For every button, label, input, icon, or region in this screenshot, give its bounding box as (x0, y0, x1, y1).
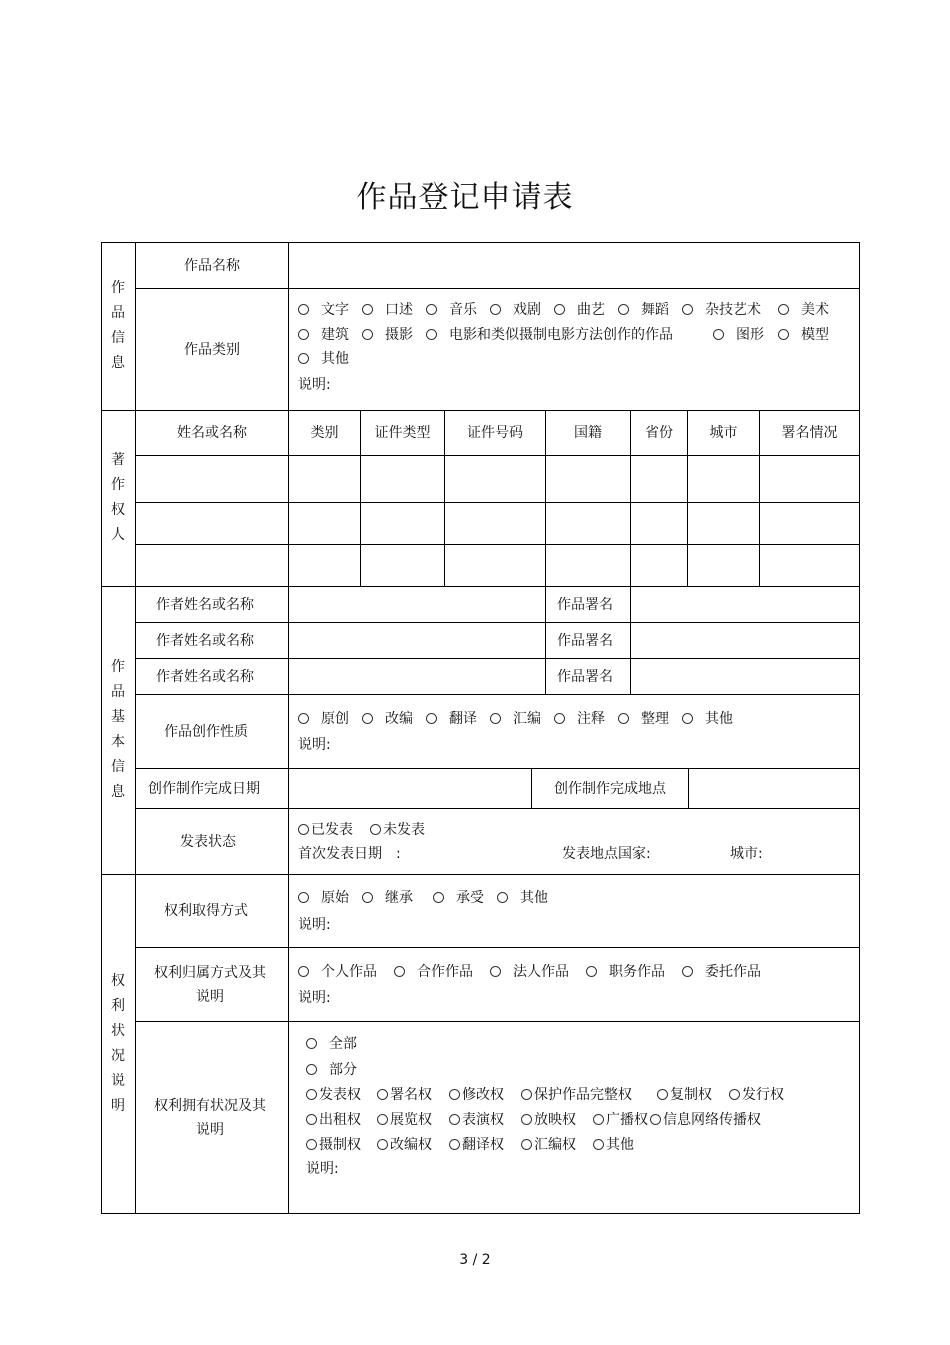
author-name-label-3: 作者姓名或名称 (156, 668, 254, 685)
publish-city-label: 城市: (730, 846, 763, 862)
radio-icon (713, 329, 724, 340)
radio-icon (426, 304, 437, 315)
option-rights-r3-1[interactable]: 改编权 (377, 1137, 432, 1153)
radio-icon (682, 966, 693, 977)
radio-icon (377, 1139, 388, 1150)
option-cat-row1-3[interactable]: 戏剧 (490, 302, 541, 318)
option-cat-row1-0[interactable]: 文字 (298, 302, 349, 318)
completion-date-label: 创作制作完成日期 (148, 780, 260, 797)
radio-icon (298, 966, 309, 977)
signature-label-3: 作品署名 (557, 668, 613, 685)
author-name-label-1: 作者姓名或名称 (156, 596, 254, 613)
option-rights-r2-1[interactable]: 展览权 (377, 1112, 432, 1128)
option-nature-row-6[interactable]: 其他 (682, 711, 733, 727)
option-rights-r2-2[interactable]: 表演权 (449, 1112, 504, 1128)
option-nature-row-0[interactable]: 原创 (298, 711, 349, 727)
creation-nature-explain[interactable]: 说明: (298, 737, 331, 753)
option-cat-row1-1[interactable]: 口述 (362, 302, 413, 318)
option-nature-row-3[interactable]: 汇编 (490, 711, 541, 727)
radio-icon (618, 713, 629, 724)
radio-icon (554, 713, 565, 724)
section-label-work-info: 作 品 信 息 (111, 280, 125, 371)
option-cat-row2-4[interactable]: 模型 (778, 327, 829, 343)
option-cat-row1-6[interactable]: 杂技艺术 (682, 302, 761, 318)
form-title: 作品登记申请表 (356, 180, 574, 215)
radio-icon (586, 966, 597, 977)
work-category-label: 作品类别 (184, 341, 240, 358)
radio-icon (682, 304, 693, 315)
radio-icon (497, 892, 508, 903)
radio-icon (521, 1089, 532, 1100)
option-rights-r1-4[interactable]: 复制权 (657, 1087, 712, 1103)
option-cat-row1-2[interactable]: 音乐 (426, 302, 477, 318)
rights-holder-col-header: 类别 (310, 425, 339, 441)
work-category-explain[interactable]: 说明: (298, 377, 331, 393)
radio-icon (298, 824, 309, 835)
radio-icon (298, 353, 309, 364)
first-publish-date-label: 首次发表日期 : (298, 846, 401, 862)
option-rights-r1-3[interactable]: 保护作品完整权 (521, 1087, 632, 1103)
radio-icon (778, 329, 789, 340)
signature-label-2: 作品署名 (557, 632, 613, 649)
option-nature-row-1[interactable]: 改编 (362, 711, 413, 727)
radio-icon (377, 1089, 388, 1100)
rights-belong-label: 权利归属方式及其 说明 (154, 964, 266, 1005)
rights-own-label: 权利拥有状况及其 说明 (154, 1098, 266, 1138)
rights-holder-col-header: 城市 (709, 425, 738, 441)
option-rights-r3-3[interactable]: 汇编权 (521, 1137, 576, 1153)
radio-icon (449, 1139, 460, 1150)
option-cat-row2-2[interactable]: 电影和类似摄制电影方法创作的作品 (426, 327, 673, 343)
rights-holder-col-header: 证件类型 (374, 425, 431, 441)
radio-icon (298, 304, 309, 315)
radio-icon (362, 892, 373, 903)
creation-nature-label: 作品创作性质 (164, 723, 248, 740)
published-option[interactable]: 已发表 (298, 822, 353, 838)
section-label-basic-info: 作 品 基 本 信 息 (111, 659, 125, 800)
radio-icon (426, 713, 437, 724)
rights-holder-col-header: 署名情况 (781, 425, 838, 441)
radio-icon (593, 1114, 604, 1125)
radio-icon (778, 304, 789, 315)
option-acquire-row-2[interactable]: 承受 (433, 890, 484, 906)
radio-icon (490, 304, 501, 315)
radio-icon (306, 1114, 317, 1125)
option-nature-row-2[interactable]: 翻译 (426, 711, 477, 727)
radio-icon (729, 1089, 740, 1100)
option-acquire-row-3[interactable]: 其他 (497, 890, 548, 906)
radio-icon (618, 304, 629, 315)
rights-holder-col-header: 国籍 (574, 425, 602, 441)
option-rights-r2-5[interactable]: 信息网络传播权 (650, 1112, 761, 1128)
page-number: 3 / 2 (459, 1252, 491, 1268)
radio-icon (657, 1089, 668, 1100)
publish-status-label: 发表状态 (180, 833, 236, 850)
radio-icon (377, 1114, 388, 1125)
author-name-label-2: 作者姓名或名称 (156, 632, 254, 649)
radio-icon (554, 304, 565, 315)
option-belong-row-3[interactable]: 职务作品 (586, 964, 665, 980)
radio-icon (521, 1114, 532, 1125)
option-cat-row1-5[interactable]: 舞蹈 (618, 302, 669, 318)
rights-holder-col-header: 姓名或名称 (177, 425, 247, 441)
radio-icon (426, 329, 437, 340)
work-name-field[interactable] (289, 243, 859, 288)
option-belong-row-0[interactable]: 个人作品 (298, 964, 377, 980)
option-cat-row2-1[interactable]: 摄影 (362, 327, 413, 343)
option-nature-row-5[interactable]: 整理 (618, 711, 669, 727)
option-acquire-row-0[interactable]: 原始 (298, 890, 349, 906)
rights-acquire-label: 权利取得方式 (164, 903, 248, 919)
option-rights-r1-5[interactable]: 发行权 (729, 1087, 784, 1103)
option-belong-row-1[interactable]: 合作作品 (394, 964, 473, 980)
radio-icon (298, 713, 309, 724)
option-rights-r2-4[interactable]: 广播权 (593, 1112, 648, 1128)
rights-own-explain[interactable]: 说明: (306, 1161, 339, 1177)
radio-icon (593, 1139, 604, 1150)
radio-icon (362, 329, 373, 340)
radio-icon (306, 1139, 317, 1150)
rights-acquire-explain[interactable]: 说明: (298, 917, 331, 933)
option-scope-opts-1[interactable]: 部分 (306, 1062, 357, 1078)
radio-icon (306, 1089, 317, 1100)
radio-icon (362, 304, 373, 315)
rights-holder-col-header: 省份 (645, 425, 673, 441)
option-cat-row1-7[interactable]: 美术 (778, 302, 829, 318)
option-nature-row-4[interactable]: 注释 (554, 711, 605, 727)
radio-icon (370, 824, 381, 835)
radio-icon (306, 1064, 317, 1075)
option-rights-r2-3[interactable]: 放映权 (521, 1112, 576, 1128)
option-rights-r3-2[interactable]: 翻译权 (449, 1137, 504, 1153)
option-belong-row-2[interactable]: 法人作品 (490, 964, 569, 980)
section-label-rights-holder: 著 作 权 人 (111, 452, 125, 543)
publish-country-label: 发表地点国家: (562, 846, 651, 862)
section-label-rights-status: 权 利 状 况 说 明 (111, 973, 125, 1114)
option-rights-r2-0[interactable]: 出租权 (306, 1112, 361, 1128)
option-rights-r1-1[interactable]: 署名权 (377, 1087, 432, 1103)
option-rights-r3-0[interactable]: 摄制权 (306, 1137, 361, 1153)
option-rights-r3-4[interactable]: 其他 (593, 1137, 634, 1153)
option-acquire-row-1[interactable]: 继承 (362, 890, 413, 906)
option-cat-row3-0[interactable]: 其他 (298, 351, 349, 367)
radio-icon (394, 966, 405, 977)
unpublished-option[interactable]: 未发表 (370, 822, 425, 838)
radio-icon (490, 713, 501, 724)
radio-icon (306, 1038, 317, 1049)
completion-place-label: 创作制作完成地点 (554, 780, 666, 797)
option-rights-r1-0[interactable]: 发表权 (306, 1087, 361, 1103)
work-name-label: 作品名称 (184, 257, 240, 274)
radio-icon (362, 713, 373, 724)
radio-icon (298, 892, 309, 903)
signature-label-1: 作品署名 (557, 596, 613, 613)
option-cat-row1-4[interactable]: 曲艺 (554, 302, 605, 318)
radio-icon (490, 966, 501, 977)
rights-belong-explain[interactable]: 说明: (298, 990, 331, 1006)
radio-icon (682, 713, 693, 724)
radio-icon (298, 329, 309, 340)
radio-icon (521, 1139, 532, 1150)
radio-icon (650, 1114, 661, 1125)
radio-icon (433, 892, 444, 903)
rights-holder-col-header: 证件号码 (467, 425, 523, 441)
option-belong-row-4[interactable]: 委托作品 (682, 964, 761, 980)
radio-icon (449, 1089, 460, 1100)
option-cat-row2-0[interactable]: 建筑 (298, 327, 349, 343)
option-scope-opts-0[interactable]: 全部 (306, 1036, 357, 1052)
option-rights-r1-2[interactable]: 修改权 (449, 1087, 504, 1103)
option-cat-row2-3[interactable]: 图形 (713, 327, 764, 343)
radio-icon (449, 1114, 460, 1125)
